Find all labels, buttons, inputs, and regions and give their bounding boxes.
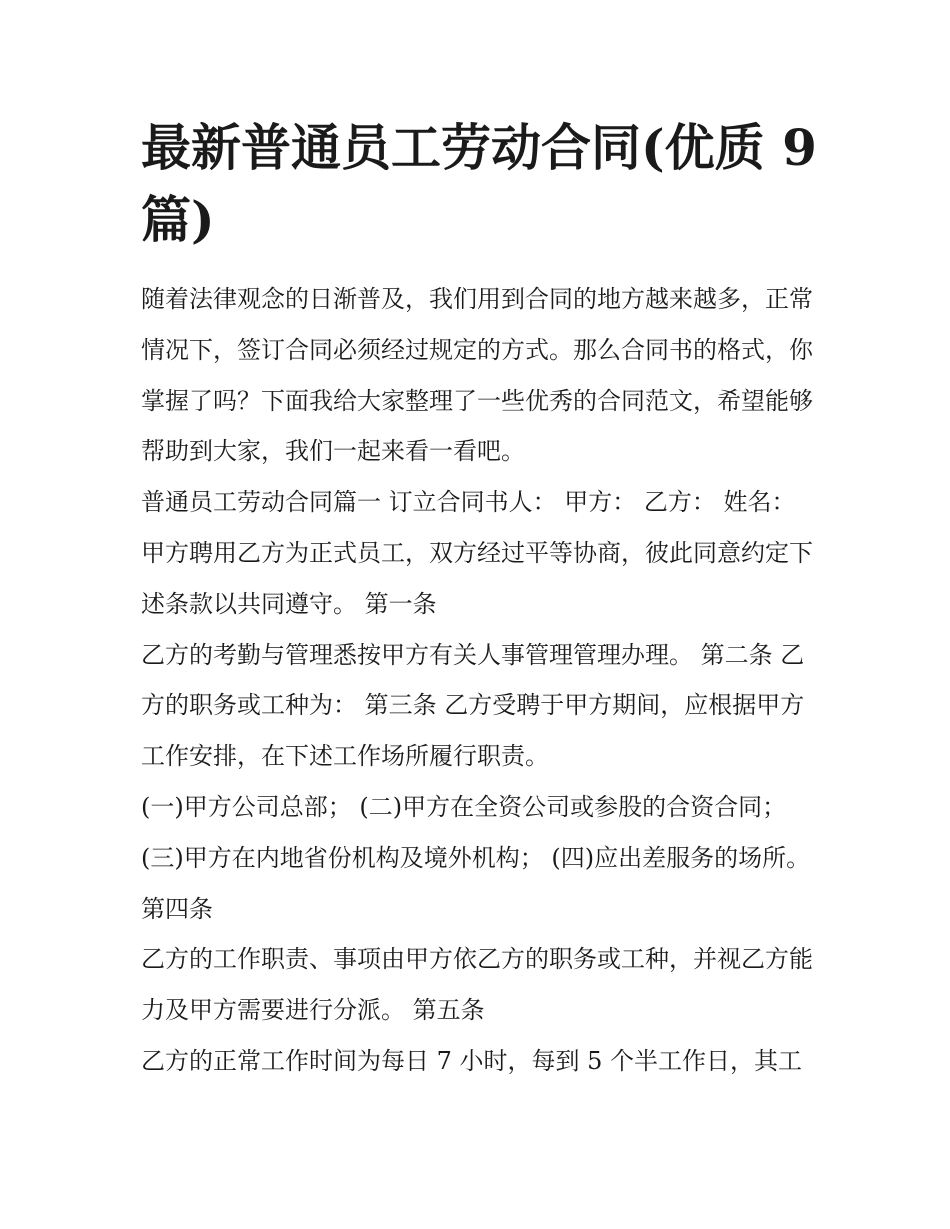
workplace-list-paragraph: (一)甲方公司总部； (二)甲方在全资公司或参股的合资合同；(三)甲方在内地省份机构及境外机构； (四)应出差服务的场所。 第四条 [141, 792, 811, 923]
contract-opening-paragraph: 普通员工劳动合同篇一 订立合同书人： 甲方： 乙方： 姓名： 甲方聘用乙方为正式员工，双方经过平等协商，彼此同意约定下述条款以共同遵守。 第一条 [141, 488, 813, 618]
intro-paragraph: 随着法律观念的日渐普及，我们用到合同的地方越来越多，正常情况下，签订合同必须经过规定的方式。那么合同书的格式，你掌握了吗？下面我给大家整理了一些优秀的合同范文，希望能够帮助到大家，我们一起来看一看吧。 [141, 285, 813, 466]
duties-paragraph: 乙方的工作职责、事项由甲方依乙方的职务或工种，并视乙方能力及甲方需要进行分派。 第五条 [141, 945, 813, 1025]
document-title: 最新普通员工劳动合同(优质 9 篇) [141, 118, 817, 249]
document-page [141, 112, 821, 1087]
working-hours-paragraph: 乙方的正常工作时间为每日 7 小时，每到 5 个半工作日，其工 [141, 1046, 803, 1075]
article-paragraph: 乙方的考勤与管理悉按甲方有关人事管理管理办理。 第二条 乙方的职务或工种为： 第三条 乙方受聘于甲方期间，应根据甲方工作安排，在下述工作场所履行职责。 [141, 640, 805, 771]
